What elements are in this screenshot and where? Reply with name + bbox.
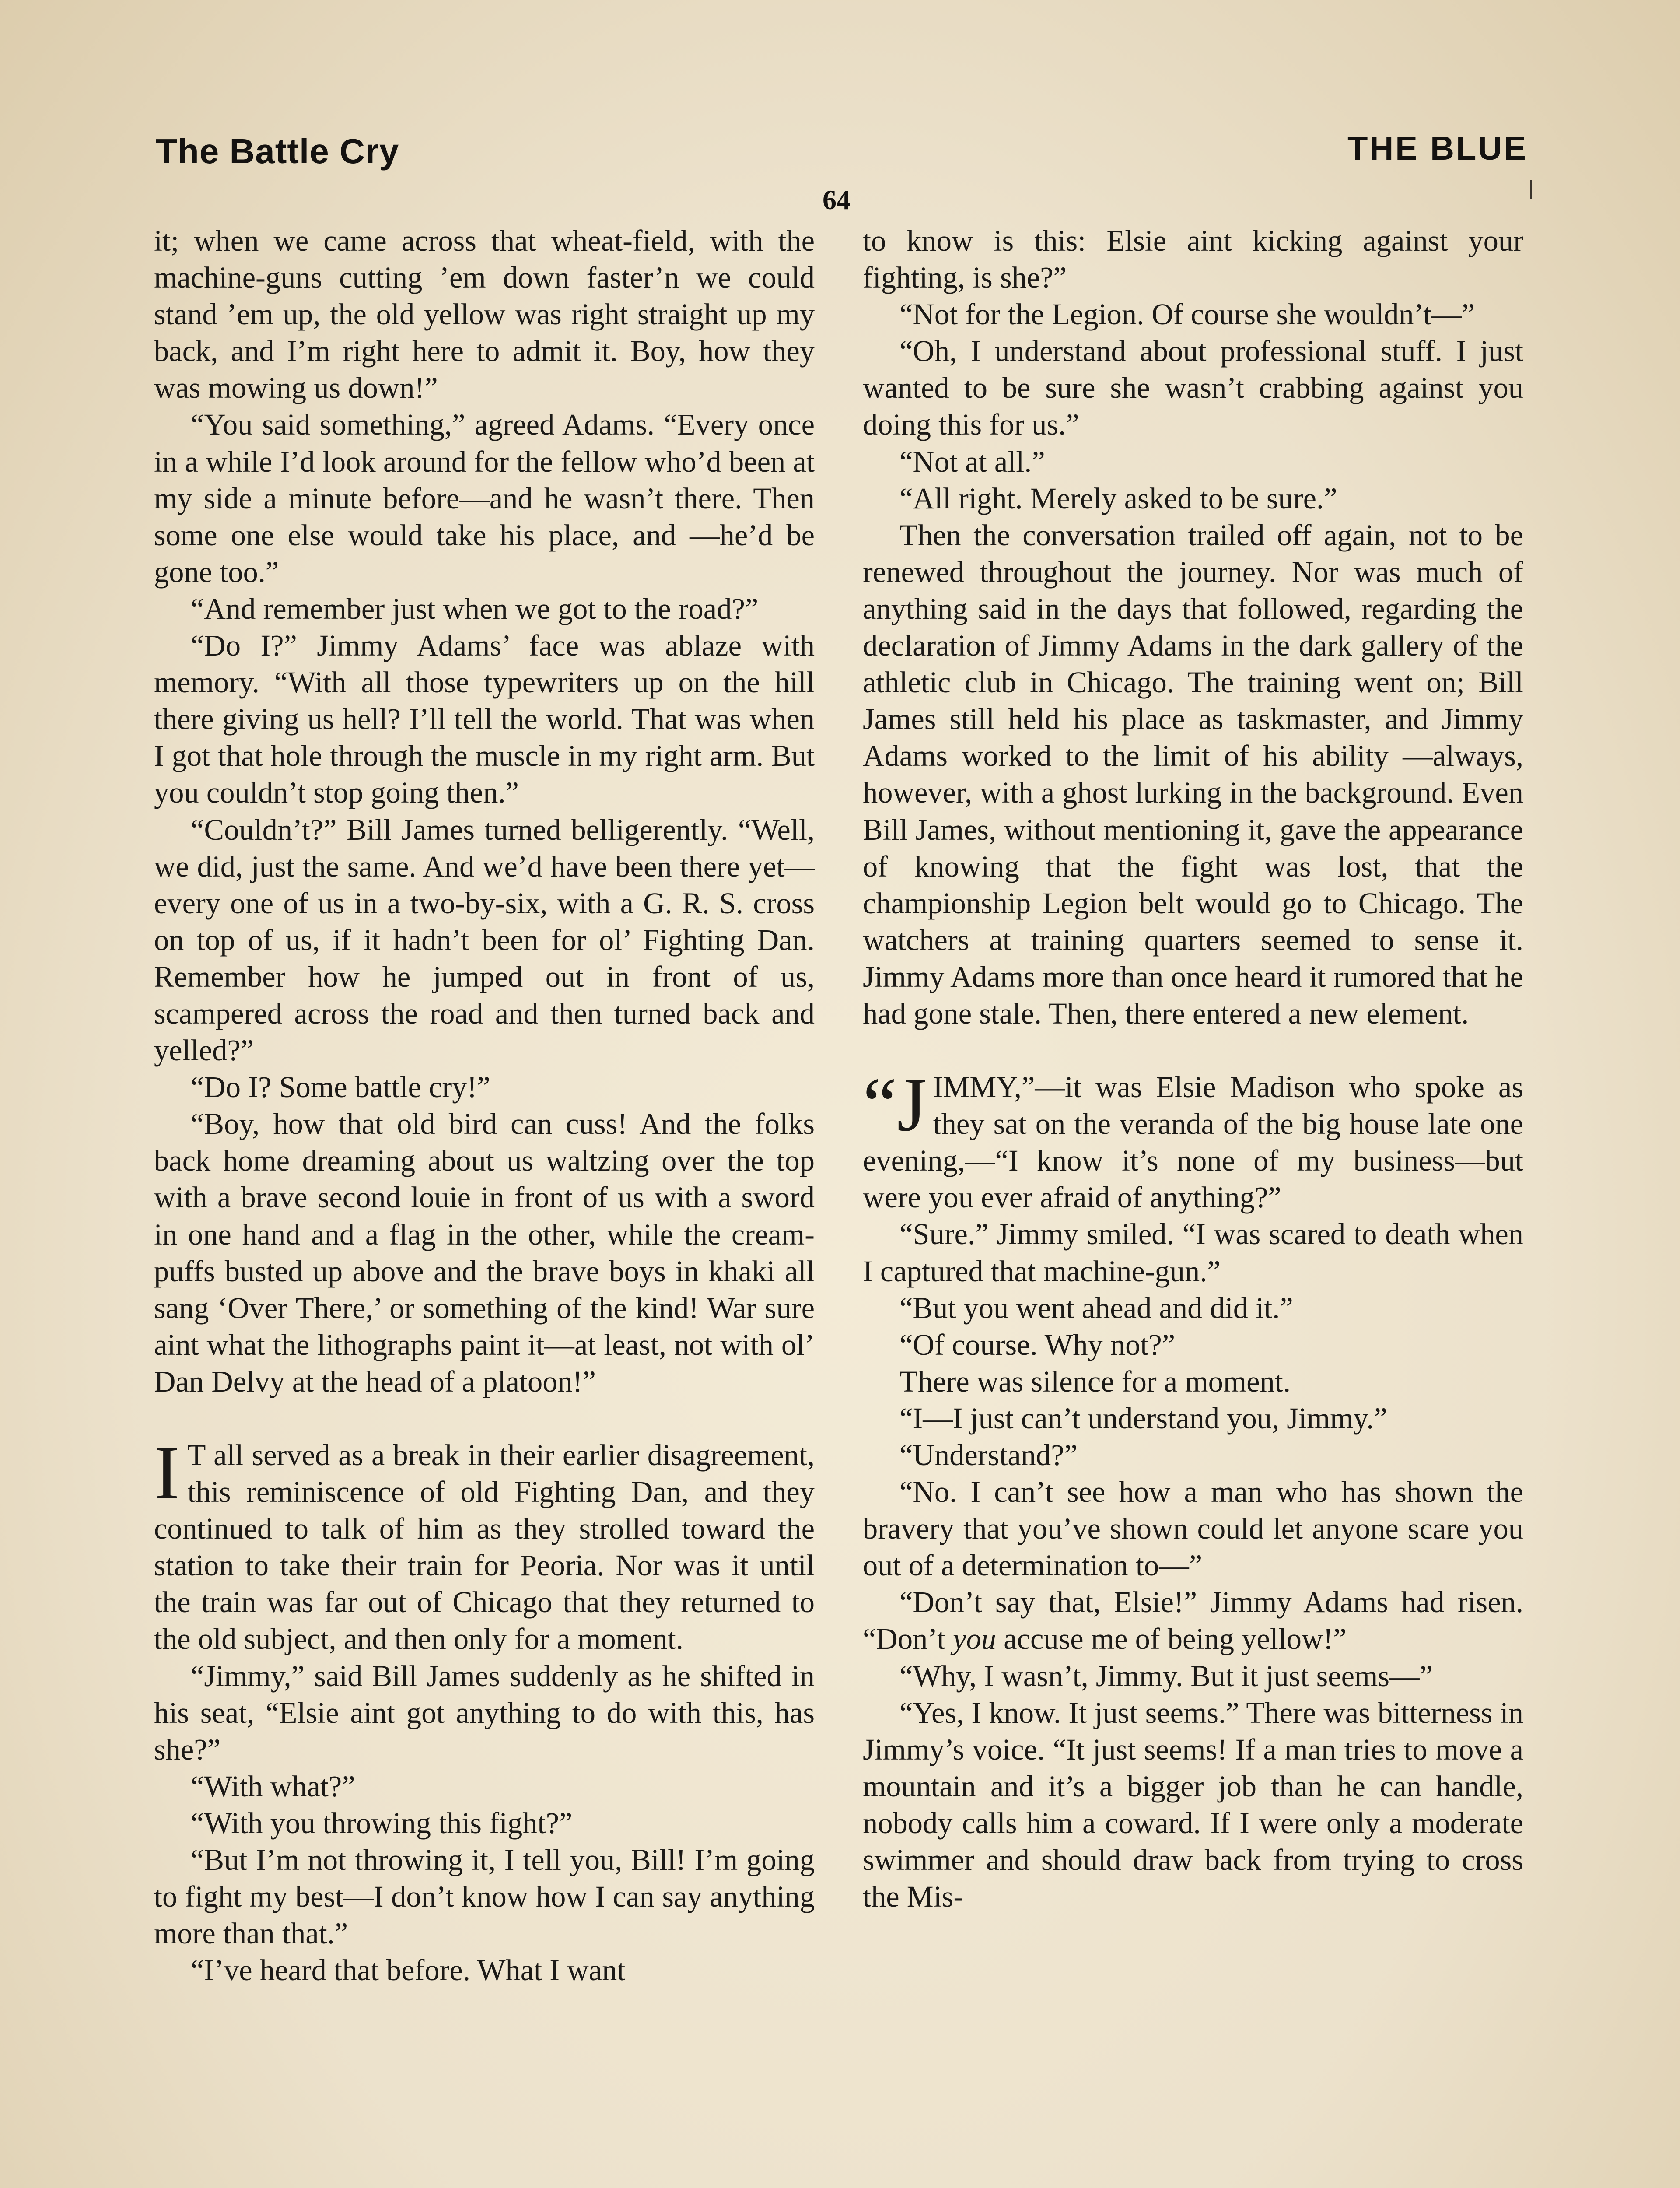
drop-cap-quote: “ bbox=[863, 1062, 897, 1148]
paragraph: “With you throwing this fight?” bbox=[191, 1806, 573, 1840]
paragraph: “Jimmy,” said Bill James suddenly as he shifted in his seat, “Elsie aint got anything to do with this, has she?” bbox=[154, 1659, 815, 1766]
paragraph: “Yes, I know. It just seems.” There was bitterness in Jimmy’s voice. “It just seems! If a man tries to move a mountain and it’s a bigger job than he can handle, nobody calls him a coward. If I were only a moderate swimmer and should draw back from trying to cross the Mis- bbox=[863, 1696, 1523, 1914]
running-title-left: The Battle Cry bbox=[156, 132, 399, 171]
paragraph: “Understand?” bbox=[900, 1438, 1078, 1472]
paragraph: There was silence for a moment. bbox=[900, 1364, 1291, 1398]
paragraph: “Do I? Some battle cry!” bbox=[191, 1070, 490, 1104]
paragraph: “But you went ahead and did it.” bbox=[900, 1291, 1293, 1325]
section-opening-text: T all served as a break in their earlier disagreement, this reminiscence of old Fighting Dan, and they continued to talk of him as they strolled toward the station to take their train for Peoria. Nor was it until the train was far out of Chicago that they returned to the old subject, and then only for a moment. bbox=[154, 1438, 815, 1656]
paragraph: “You said something,” agreed Adams. “Every once in a while I’d look around for the fellow who’d been at my side a minute before—and he wasn’t there. Then some one else would take his place, and —he’d be gone too.” bbox=[154, 408, 815, 589]
page-number: 64 bbox=[822, 184, 850, 215]
right-column bbox=[863, 222, 1523, 1915]
paragraph: “Of course. Why not?” bbox=[900, 1328, 1176, 1361]
paragraph: “Oh, I understand about professional stuff. I just wanted to be sure she wasn’t crabbing against you doing this for us.” bbox=[863, 334, 1523, 442]
paragraph: Then the conversation trailed off again, not to be renewed throughout the journey. Nor was much of anything said in the days that followed, regarding the declaration of Jimmy Adams in the dark gallery of the athletic club in Chicago. The training went on; Bill James still held his place as taskmaster, and Jimmy Adams worked to the limit of his ability —always, however, with a ghost lurking in the background. Even Bill James, without mentioning it, gave the appearance of knowing that the fight was lost, that the championship Legion belt would go to Chicago. The watchers at training quarters seemed to sense it. Jimmy Adams more than once heard it rumored that he had gone stale. Then, there entered a new element. bbox=[863, 518, 1523, 1030]
paragraph: “Sure.” Jimmy smiled. “I was scared to death when I captured that machine-gun.” bbox=[863, 1217, 1523, 1288]
paragraph: “Couldn’t?” Bill James turned belligerently. “Well, we did, just the same. And we’d have been there yet—every one of us in a two-by-six, with a G. R. S. cross on top of us, if it hadn’t been for ol’ Fighting Dan. Remember how he jumped out in front of us, scampered across the road and then turned back and yelled?” bbox=[154, 813, 815, 1067]
paragraph: “But I’m not throwing it, I tell you, Bill! I’m going to fight my best—I don’t know how I can say anything more than that.” bbox=[154, 1843, 815, 1950]
section-opening-text: IMMY,”—it was Elsie Madison who spoke as they sat on the veranda of the big house late one evening,—“I know it’s none of my business—but were you ever afraid of anything?” bbox=[863, 1070, 1523, 1214]
paragraph: “Not for the Legion. Of course she wouldn’t—” bbox=[900, 298, 1475, 331]
drop-cap: I bbox=[154, 1430, 180, 1515]
emphasis-word: you bbox=[953, 1622, 997, 1656]
section-opening-paragraph bbox=[154, 1430, 815, 1658]
drop-cap bbox=[863, 1062, 927, 1148]
paragraph: “Do I?” Jimmy Adams’ face was ablaze with memory. “With all those typewriters up on the hill there giving us hell? I’ll tell the world. That was when I got that hole through the muscle in my right arm. But you couldn’t stop going then.” bbox=[154, 629, 815, 810]
paragraph: “Why, I wasn’t, Jimmy. But it just seems—” bbox=[900, 1659, 1433, 1693]
paragraph-with-emphasis bbox=[863, 1584, 1523, 1657]
paragraph: “And remember just when we got to the road?” bbox=[191, 592, 759, 625]
running-title-right: THE BLUE bbox=[1348, 130, 1528, 167]
paragraph: “All right. Merely asked to be sure.” bbox=[900, 481, 1337, 515]
emphasis-para-before: “Don’t say that, Elsie!” Jimmy Adams had risen. “Don’t bbox=[863, 1585, 1523, 1656]
paragraph: “No. I can’t see how a man who has shown the bravery that you’ve shown could let anyone scare you out of a determination to—” bbox=[863, 1475, 1523, 1582]
emphasis-para-after: accuse me of being yellow!” bbox=[996, 1622, 1347, 1656]
section-opening-paragraph bbox=[863, 1062, 1523, 1216]
paragraph: “Not at all.” bbox=[900, 445, 1045, 478]
trim-mark bbox=[1530, 180, 1532, 199]
paragraph: to know is this: Elsie aint kicking against your fighting, is she?” bbox=[863, 224, 1523, 295]
drop-cap-letter: J bbox=[897, 1062, 927, 1148]
paragraph: it; when we came across that wheat-field, with the machine-guns cutting ’em down faster’n we could stand ’em up, the old yellow was right straight up my back, and I’m right here to admit it. Boy, how they was mowing us down!” bbox=[154, 224, 815, 405]
left-column bbox=[154, 222, 815, 1988]
paragraph: “I’ve heard that before. What I want bbox=[191, 1953, 626, 1987]
paragraph: “I—I just can’t understand you, Jimmy.” bbox=[900, 1401, 1387, 1435]
paragraph: “With what?” bbox=[191, 1769, 355, 1803]
paragraph: “Boy, how that old bird can cuss! And the folks back home dreaming about us waltzing over the top with a brave second louie in front of us with a sword in one hand and a flag in the other, while the cream-puffs busted up above and the brave boys in khaki all sang ‘Over There,’ or something of the kind! War sure aint what the lithographs paint it—at least, not with ol’ Dan Delvy at the head of a platoon!” bbox=[154, 1107, 815, 1398]
